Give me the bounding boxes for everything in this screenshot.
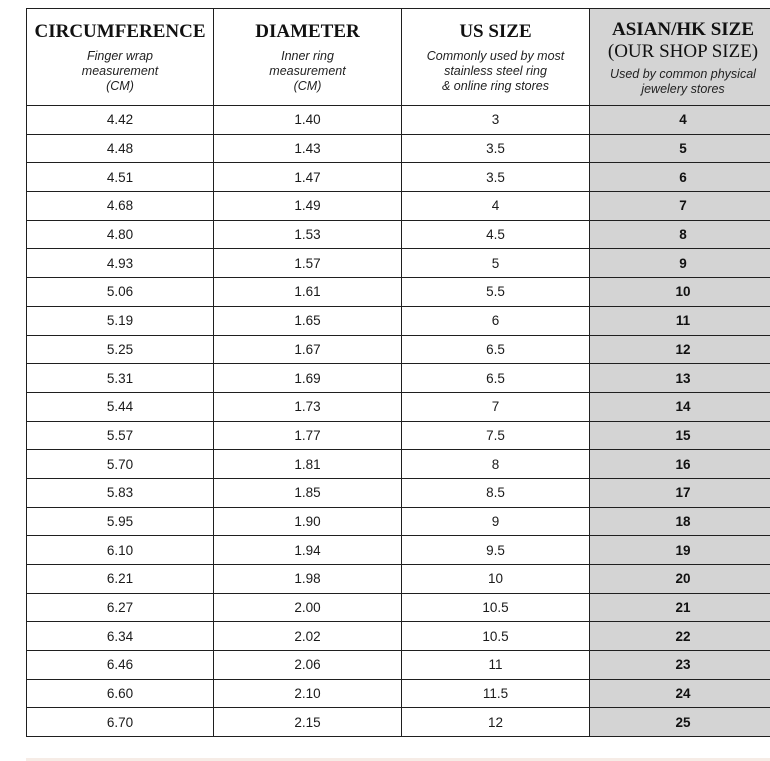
table-row [27,278,770,307]
circumference-cell: 5.44 [27,392,214,421]
table-row [27,708,770,737]
diameter-cell: 2.02 [214,622,402,651]
circumference-cell: 6.21 [27,565,214,594]
diameter-cell: 1.81 [214,450,402,479]
circumference-cell: 4.51 [27,163,214,192]
table-row [27,679,770,708]
circumference-cell: 5.31 [27,364,214,393]
diameter-cell: 2.10 [214,679,402,708]
circumference-cell: 4.42 [27,106,214,135]
circumference-cell: 6.27 [27,593,214,622]
diameter-cell: 1.90 [214,507,402,536]
circumference-cell: 4.68 [27,192,214,221]
us-size-cell: 5 [402,249,590,278]
header-us-size-subtitle: Commonly used by most stainless steel ring & online ring stores [426,49,565,93]
asian-hk-size-cell: 14 [590,392,770,421]
diameter-cell: 1.85 [214,478,402,507]
circumference-cell: 6.10 [27,536,214,565]
us-size-cell: 3.5 [402,134,590,163]
table-row [27,565,770,594]
circumference-cell: 5.19 [27,306,214,335]
us-size-cell: 3 [402,106,590,135]
table-row [27,364,770,393]
header-our-shop-size-label: (OUR SHOP SIZE) [607,41,759,62]
table-row [27,134,770,163]
circumference-cell: 4.93 [27,249,214,278]
header-circumference-subtitle: Finger wrap measurement (CM) [81,49,159,93]
ring-size-chart [26,8,770,737]
header-circumference [27,9,214,106]
asian-hk-size-cell: 22 [590,622,770,651]
us-size-cell: 3.5 [402,163,590,192]
table-row [27,220,770,249]
asian-hk-size-cell: 8 [590,220,770,249]
us-size-cell: 4 [402,192,590,221]
circumference-cell: 5.57 [27,421,214,450]
table-row [27,536,770,565]
header-diameter [214,9,402,106]
us-size-cell: 9.5 [402,536,590,565]
diameter-cell: 1.65 [214,306,402,335]
diameter-cell: 2.00 [214,593,402,622]
circumference-cell: 5.06 [27,278,214,307]
circumference-cell: 6.60 [27,679,214,708]
table-row [27,306,770,335]
us-size-cell: 11.5 [402,679,590,708]
table-row [27,651,770,680]
table-header-row [27,9,770,106]
header-circumference-title: CIRCUMFERENCE [34,21,206,42]
asian-hk-size-cell: 5 [590,134,770,163]
asian-hk-size-cell: 21 [590,593,770,622]
diameter-cell: 1.57 [214,249,402,278]
diameter-cell: 1.53 [214,220,402,249]
us-size-cell: 10.5 [402,622,590,651]
us-size-cell: 5.5 [402,278,590,307]
asian-hk-size-cell: 12 [590,335,770,364]
diameter-cell: 1.47 [214,163,402,192]
table-row [27,163,770,192]
us-size-cell: 10 [402,565,590,594]
circumference-cell: 5.70 [27,450,214,479]
us-size-cell: 6.5 [402,364,590,393]
asian-hk-size-cell: 10 [590,278,770,307]
asian-hk-size-cell: 20 [590,565,770,594]
table-row [27,335,770,364]
table-row [27,249,770,278]
asian-hk-size-cell: 19 [590,536,770,565]
circumference-cell: 4.48 [27,134,214,163]
table-row [27,507,770,536]
header-us-size-title: US SIZE [459,21,532,42]
header-diameter-title: DIAMETER [255,21,360,42]
diameter-cell: 1.61 [214,278,402,307]
circumference-cell: 5.25 [27,335,214,364]
circumference-cell: 6.70 [27,708,214,737]
us-size-cell: 10.5 [402,593,590,622]
asian-hk-size-cell: 18 [590,507,770,536]
ring-size-table [26,8,770,737]
header-asian-hk-size-subtitle: Used by common physical jewelery stores [610,67,756,96]
header-asian-hk-size-title: ASIAN/HK SIZE [611,19,755,40]
table-row [27,192,770,221]
us-size-cell: 7.5 [402,421,590,450]
asian-hk-size-cell: 7 [590,192,770,221]
header-us-size [402,9,590,106]
table-row [27,106,770,135]
table-body [27,106,770,737]
diameter-cell: 1.98 [214,565,402,594]
header-asian-hk-size [590,9,770,106]
asian-hk-size-cell: 6 [590,163,770,192]
header-diameter-subtitle: Inner ring measurement (CM) [269,49,346,93]
us-size-cell: 6.5 [402,335,590,364]
asian-hk-size-cell: 9 [590,249,770,278]
diameter-cell: 1.73 [214,392,402,421]
us-size-cell: 9 [402,507,590,536]
table-row [27,622,770,651]
diameter-cell: 2.06 [214,651,402,680]
circumference-cell: 5.95 [27,507,214,536]
diameter-cell: 1.94 [214,536,402,565]
asian-hk-size-cell: 4 [590,106,770,135]
asian-hk-size-cell: 11 [590,306,770,335]
circumference-cell: 6.46 [27,651,214,680]
us-size-cell: 7 [402,392,590,421]
circumference-cell: 4.80 [27,220,214,249]
us-size-cell: 8 [402,450,590,479]
us-size-cell: 4.5 [402,220,590,249]
table-row [27,450,770,479]
asian-hk-size-cell: 24 [590,679,770,708]
table-row [27,421,770,450]
diameter-cell: 1.40 [214,106,402,135]
circumference-cell: 5.83 [27,478,214,507]
diameter-cell: 2.15 [214,708,402,737]
diameter-cell: 1.49 [214,192,402,221]
diameter-cell: 1.77 [214,421,402,450]
asian-hk-size-cell: 16 [590,450,770,479]
table-row [27,478,770,507]
asian-hk-size-cell: 17 [590,478,770,507]
table-row [27,593,770,622]
us-size-cell: 12 [402,708,590,737]
asian-hk-size-cell: 15 [590,421,770,450]
asian-hk-size-cell: 23 [590,651,770,680]
diameter-cell: 1.69 [214,364,402,393]
diameter-cell: 1.43 [214,134,402,163]
asian-hk-size-cell: 13 [590,364,770,393]
us-size-cell: 6 [402,306,590,335]
us-size-cell: 11 [402,651,590,680]
circumference-cell: 6.34 [27,622,214,651]
asian-hk-size-cell: 25 [590,708,770,737]
us-size-cell: 8.5 [402,478,590,507]
diameter-cell: 1.67 [214,335,402,364]
table-row [27,392,770,421]
